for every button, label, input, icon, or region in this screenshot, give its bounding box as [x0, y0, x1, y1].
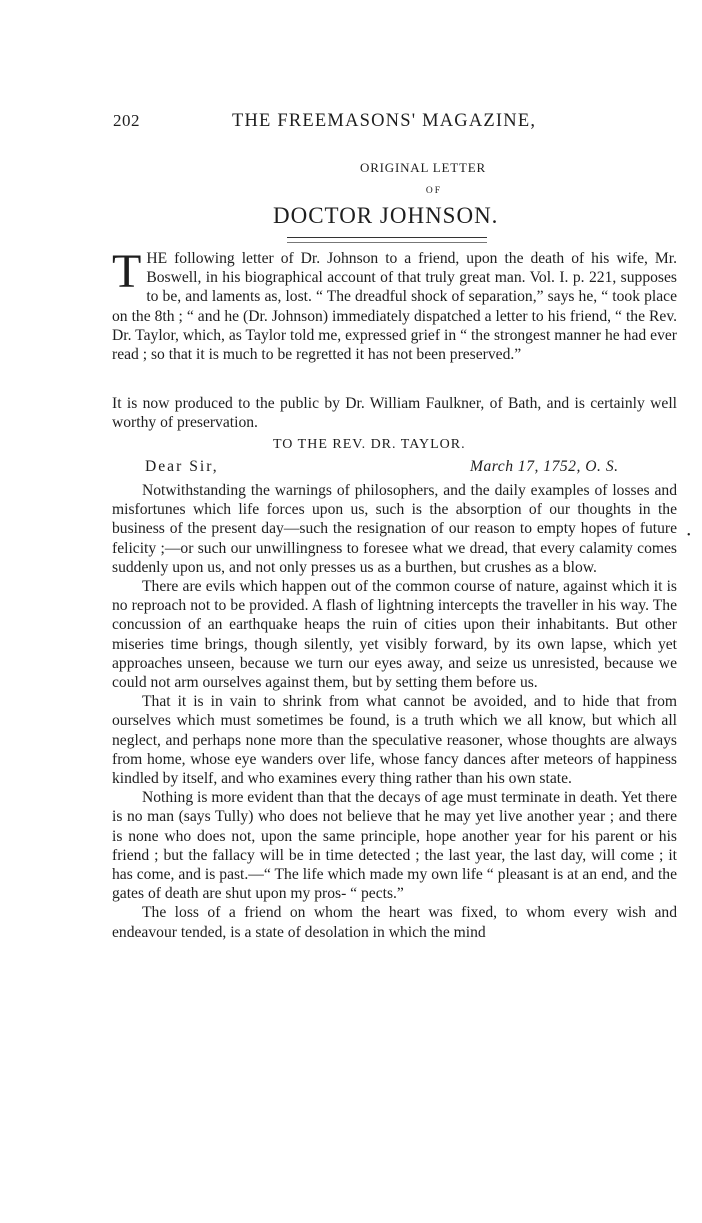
intro-text: HE following letter of Dr. Johnson to a friend, upon the death of his wife, Mr. Boswell, in his biographical account of that truly great man. Vol. I. p. 221, supposes to be, and laments as, lost. “ The dreadful shock of separation,” says he, “ took place on the 8th ; “ and he (Dr. Johnson) immediately dispatched a letter to his friend, “ the Rev. Dr. Taylor, which, as Taylor told me, expressed grief in “ the strongest manner he had ever read ; so that it is much to be regretted it has not been preserved.”	[112, 250, 677, 364]
margin-mark: •	[687, 530, 691, 541]
article-of: OF	[425, 186, 443, 196]
intro-paragraph	[112, 245, 677, 364]
page-number: 202	[113, 111, 140, 130]
letter-date: March 17, 1752, O. S.	[470, 458, 619, 475]
running-title: THE FREEMASONS' MAGAZINE,	[232, 111, 537, 131]
letter-paragraph: Nothing is more evident than that the decays of age must terminate in death. Yet there is no man (says Tully) who does not believe that he may yet live another year ; and there is none who does not, upon the same principle, hope another year for his parent or his friend ; but the fallacy will be in time detected ; the last year, the last day, will come ; it has come, and is past.—“ The life which made my own life “ pleasant is at an end, and the gates of death are shut upon my pros- “ pects.”	[112, 789, 677, 903]
article-title: DOCTOR JOHNSON.	[273, 203, 499, 228]
drop-cap: T	[112, 245, 142, 298]
page-header	[0, 111, 702, 139]
letter-salutation: Dear Sir,	[145, 458, 219, 475]
letter-body	[112, 481, 677, 942]
provenance-paragraph: It is now produced to the public by Dr. William Faulkner, of Bath, and is certainly well worthy of preservation.	[112, 395, 677, 432]
letter-paragraph: There are evils which happen out of the common course of nature, against which it is no reproach not to be provided. A flash of lightning intercepts the traveller in his way. The concussion of an earthquake heaps the ruin of cities upon their inhabitants. But other miseries time brings, though silently, yet visibly forward, by its own lapse, which yet approaches unseen, because we turn our eyes away, and seize us unresisted, because we could not arm ourselves against them, but by setting them before us.	[112, 578, 677, 692]
letter-paragraph: Notwithstanding the warnings of philosophers, and the daily examples of losses and misfortunes which life forces upon us, such is the absorption of our thoughts in the business of the present day—such the resignation of our reason to empty hopes of future felicity ;—or such our unwillingness to foresee what we dread, that every calamity comes suddenly upon us, and not only presses us as a burthen, but crushes as a blow.	[112, 482, 677, 576]
letter-paragraph: That it is in vain to shrink from what cannot be avoided, and to hide that from ourselves which must sometimes be found, is a truth which we all know, but which all neglect, and perhaps none more than the speculative reasoner, whose thoughts are always from home, whose eye wanders over life, whose fancy dances after meteors of happiness kindled by itself, and who examines every thing rather than his own state.	[112, 693, 677, 788]
article-kicker: ORIGINAL LETTER	[360, 160, 486, 175]
letter-paragraph: The loss of a friend on whom the heart was fixed, to whom every wish and endeavour tended, is a state of desolation in which the mind	[112, 904, 677, 941]
letter-addressee: TO THE REV. DR. TAYLOR.	[273, 437, 466, 452]
title-rule	[287, 237, 487, 243]
